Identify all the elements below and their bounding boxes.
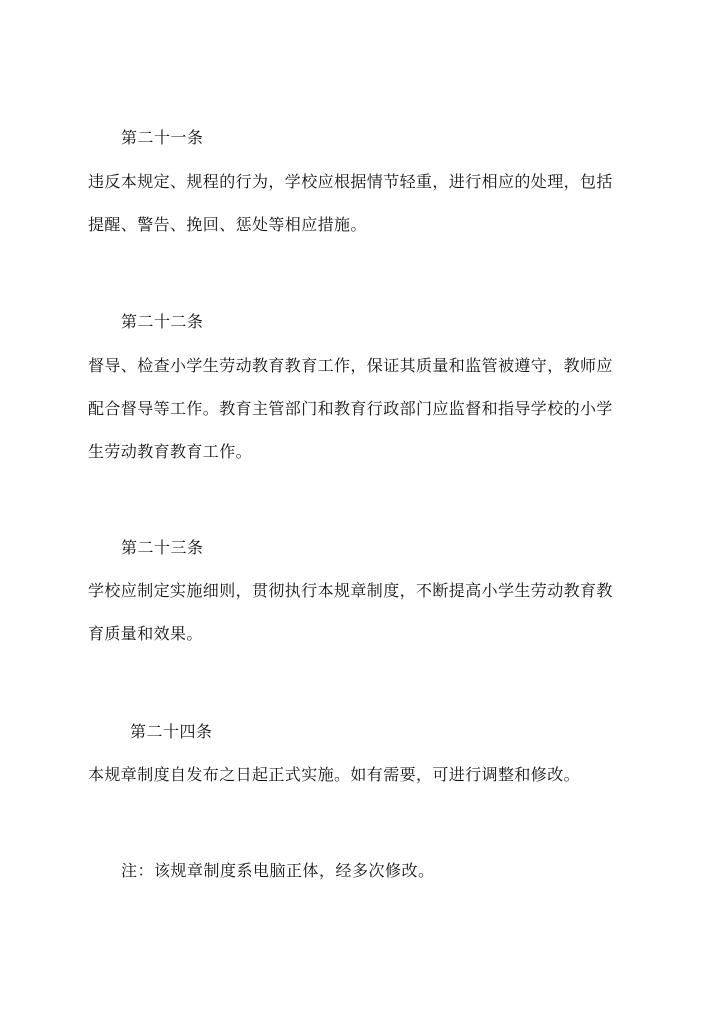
- article-24-line-1: 本规章制度自发布之日起正式实施。如有需要，可进行调整和修改。: [88, 765, 581, 784]
- article-24-heading: 第二十四条: [130, 722, 213, 741]
- article-22-line-3: 生劳动教育教育工作。: [88, 442, 253, 461]
- article-23-line-1: 学校应制定实施细则，贯彻执行本规章制度，不断提高小学生劳动教育教: [88, 581, 613, 600]
- article-21-line-2: 提醒、警告、挽回、惩处等相应措施。: [88, 215, 367, 234]
- article-22-line-2: 配合督导等工作。教育主管部门和教育行政部门应监督和指导学校的小学: [88, 399, 613, 418]
- article-22-heading: 第二十二条: [121, 312, 204, 331]
- article-22-line-1: 督导、检查小学生劳动教育教育工作，保证其质量和监管被遵守，教师应: [88, 356, 613, 375]
- article-23-line-2: 育质量和效果。: [88, 624, 203, 643]
- article-21-heading: 第二十一条: [121, 128, 204, 147]
- article-21-line-1: 违反本规定、规程的行为，学校应根据情节轻重，进行相应的处理，包括: [88, 172, 613, 191]
- article-23-heading: 第二十三条: [121, 538, 204, 557]
- document-note: 注：该规章制度系电脑正体，经多次修改。: [121, 861, 435, 880]
